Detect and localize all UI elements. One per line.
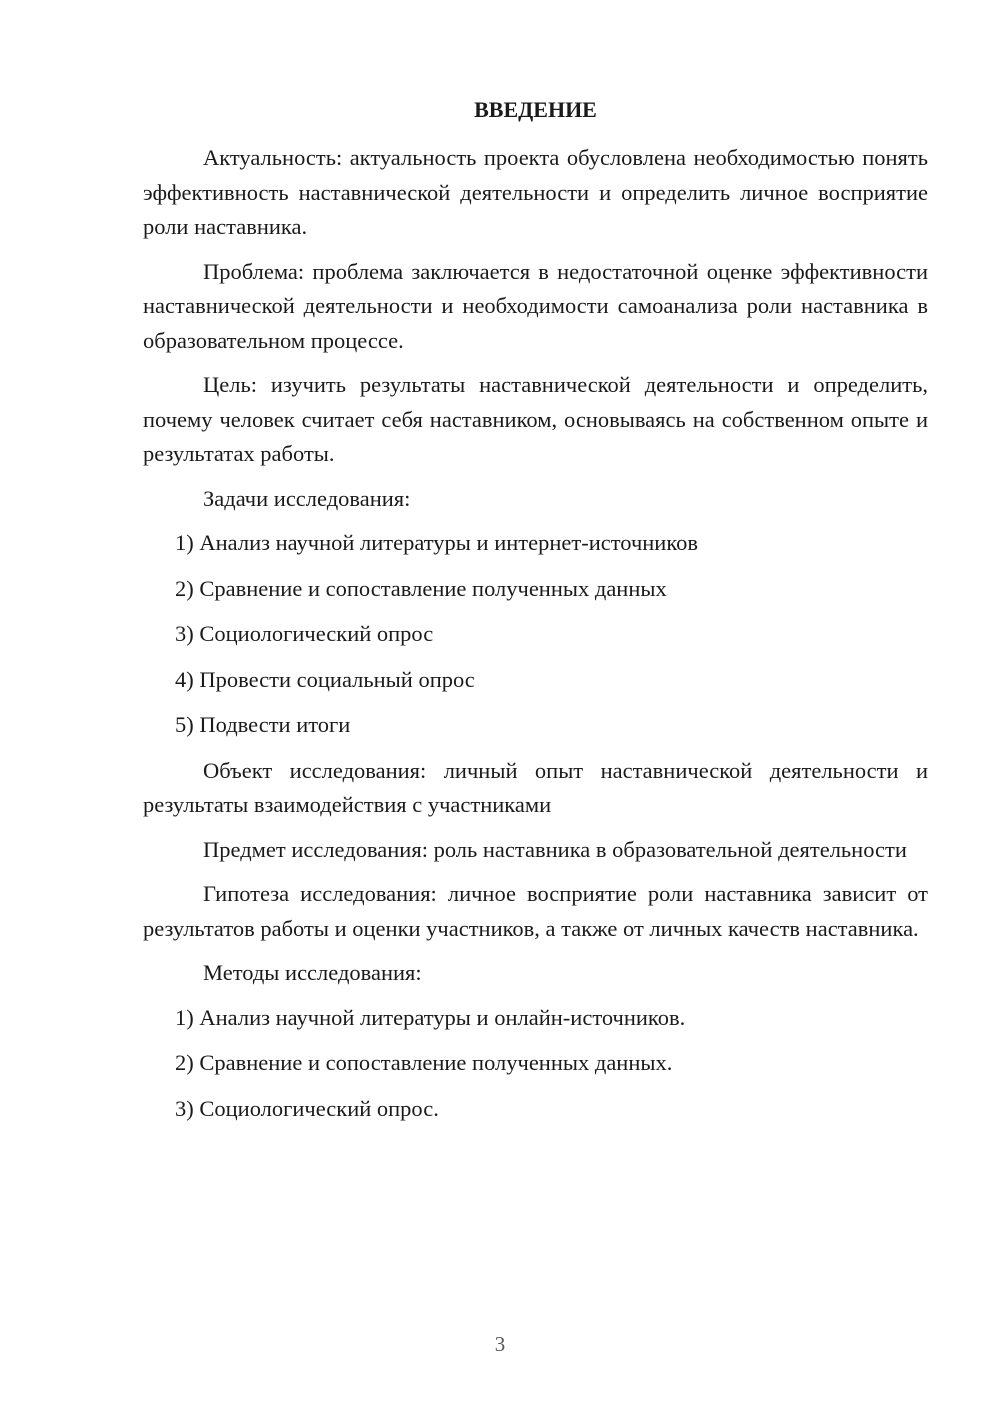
- page-content: [143, 93, 928, 1137]
- tasks-list: [143, 526, 928, 743]
- method-item: 2) Сравнение и сопоставление полученных данных.: [175, 1050, 673, 1075]
- page-title: ВВЕДЕНИЕ: [474, 97, 597, 122]
- paragraph-hypothesis: Гипотеза исследования: личное восприятие роли наставника зависит от результатов работы и оценки участников, а также от личных качеств наставника.: [143, 881, 928, 941]
- tasks-heading: Задачи исследования:: [203, 485, 411, 511]
- task-item: 3) Социологический опрос: [175, 621, 434, 646]
- task-item: 2) Сравнение и сопоставление полученных данных: [175, 575, 667, 601]
- methods-heading: Методы исследования:: [203, 960, 422, 985]
- paragraph-goal: Цель: изучить результаты наставнической деятельности и определить, почему человек считает себя наставником, основываясь на собственном опыте и результатах работы.: [143, 372, 928, 466]
- page-number: 3: [494, 1332, 506, 1356]
- paragraph-relevance: Актуальность: актуальность проекта обусловлена необходимостью понять эффективность наставнической деятельности и определить личное восприятие роли наставника.: [143, 145, 928, 239]
- paragraph-object: Объект исследования: личный опыт наставнической деятельности и результаты взаимодействия с участниками: [143, 757, 928, 817]
- method-item: 1) Анализ научной литературы и онлайн-источников.: [175, 1004, 686, 1030]
- methods-list: [143, 1001, 928, 1127]
- paragraph-problem: Проблема: проблема заключается в недостаточной оценке эффективности наставнической деятельности и необходимости самоанализа роли наставника в образовательном процессе.: [143, 258, 928, 353]
- task-item: 4) Провести социальный опрос: [175, 666, 475, 692]
- paragraph-subject: Предмет исследования: роль наставника в образовательной деятельности: [203, 836, 907, 862]
- task-item: 5) Подвести итоги: [175, 712, 351, 737]
- task-item: 1) Анализ научной литературы и интернет-источников: [175, 530, 699, 555]
- method-item: 3) Социологический опрос.: [175, 1095, 439, 1121]
